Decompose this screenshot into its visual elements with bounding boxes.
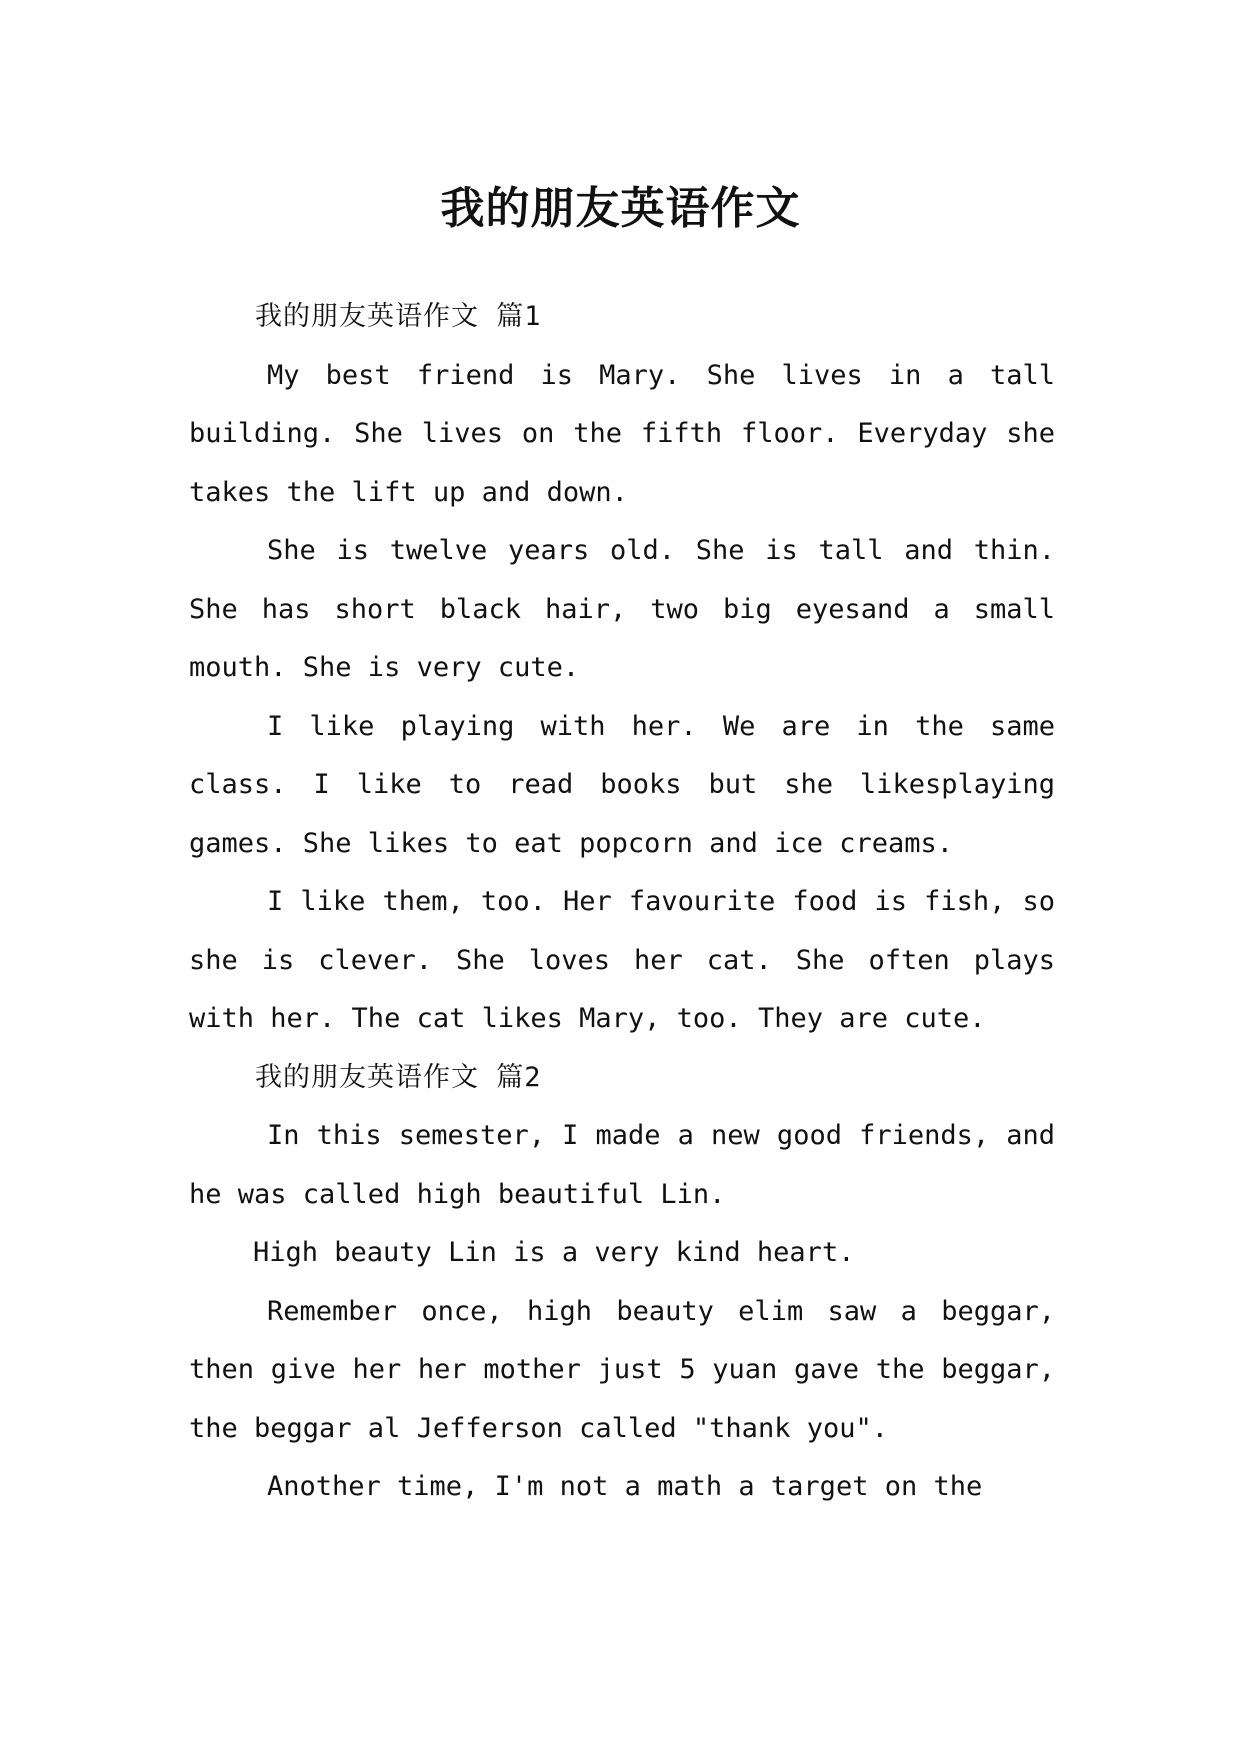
section-heading: 我的朋友英语作文 篇2 — [255, 1061, 542, 1093]
paragraph: I like playing with her. We are in the same class. I like to read books but she likesplaying games. She likes to eat popcorn and ice creams. — [189, 710, 1055, 859]
paragraph: High beauty Lin is a very kind heart. — [253, 1237, 855, 1268]
paragraph: She is twelve years old. She is tall and thin. She has short black hair, two big eyesand a small mouth. She is very cute. — [189, 535, 1055, 683]
document-title: 我的朋友英语作文 — [440, 183, 801, 235]
section-heading: 我的朋友英语作文 篇1 — [255, 301, 542, 332]
document-body — [189, 288, 1055, 1517]
paragraph: Another time, I'm not a math a target on the — [267, 1471, 983, 1502]
paragraph: Remember once, high beauty elim saw a beggar, then give her her mother just 5 yuan gave the beggar, the beggar al Jefferson called "thank you". — [189, 1295, 1055, 1444]
paragraph: In this semester, I made a new good friends, and he was called high beautiful Lin. — [189, 1120, 1055, 1210]
paragraph: My best friend is Mary. She lives in a tall building. She lives on the fifth floor. Everyday she takes the lift up and down. — [189, 359, 1055, 508]
paragraph: I like them, too. Her favourite food is fish, so she is clever. She loves her cat. She often plays with her. The cat likes Mary, too. They are cute. — [189, 886, 1055, 1034]
